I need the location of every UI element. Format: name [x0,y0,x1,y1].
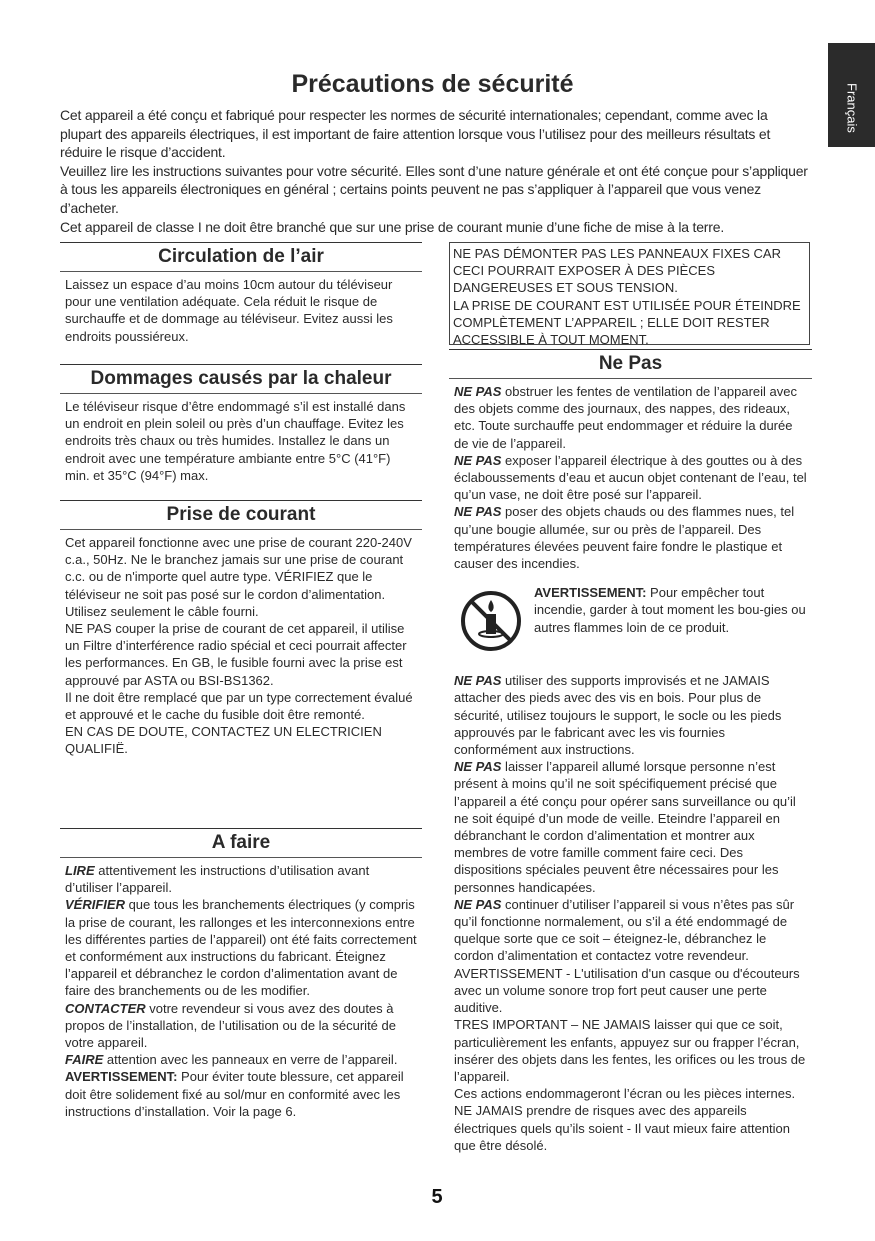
section-heading: Prise de courant [60,500,422,530]
section-dont [449,349,812,1154]
section-heading: Circulation de l’air [60,242,422,272]
section-heading: Dommages causés par la chaleur [60,364,422,394]
dont-tail-text: TRES IMPORTANT – NE JAMAIS laisser qui que ce soit, particulièrement les enfants, appuyez sur ou frapper l’écran, insérer des objets dans les fentes, les orifices ou les trous de l’appareil. [454,1017,806,1084]
section-heat [60,364,422,484]
dont-keyword: NE PAS [454,384,502,399]
dont-item [454,383,808,452]
dont-text: obstruer les fentes de ventilation de l’appareil avec des objets comme des journaux, des nappes, des rideaux, etc. Toute surchauffe peut endommager et réduire la durée de vie de l’appareil. [454,384,798,451]
dont-text: continuer d’utiliser l’appareil si vous n’êtes pas sûr qu’il fonctionne normalement, ou s’il a été endommagé de quelque sorte que ce soit – éteignez-le, débranchez le cordon d’alimentation et contactez votre revendeur. [454,896,795,964]
fire-warning [454,584,808,652]
warning-box-text: LA PRISE DE COURANT EST UTILISÉE POUR ÉTEINDRE COMPLÈTEMENT L’APPAREIL ; ELLE DOIT RESTER ACCESSIBLE À TOUT MOMENT. [453,297,801,348]
dont-keyword: NE PAS [454,896,502,912]
dont-item [454,503,808,572]
dont-item [454,672,808,758]
language-tab [828,43,875,147]
dont-text: utiliser des supports improvisés et ne JAMAIS attacher des pieds avec des vis en bois. Pour plus de sécurité, utilisez toujours le support, le socle ou les pieds approuvés par le fabricant avec les vis fournies conformément aux instructions. [454,673,782,758]
section-air [60,242,422,345]
dont-tail-text: NE JAMAIS prendre de risques avec des appareils électriques quels qu’ils soient - Il vaut mieux faire attention que être désolé. [454,1103,791,1153]
dont-keyword: NE PAS [454,504,502,520]
fire-warning-text [534,584,808,636]
section-todo [60,828,422,1120]
language-tab-label: Français [844,83,860,133]
dont-keyword: NE PAS [454,759,502,775]
dont-item [454,452,808,504]
todo-keyword: AVERTISSEMENT: [65,1069,178,1085]
todo-item [65,1068,418,1120]
dont-item [454,896,808,965]
section-text: NE PAS couper la prise de courant de cet appareil, il utilise un Filtre d’interférence radio spécial et ceci pourrait affecter les performances. En GB, le fusible fourni avec la prise est approuvé par ASTA ou BSI-BS1362. [65,621,407,688]
todo-keyword: CONTACTER [65,1000,146,1016]
todo-keyword: FAIRE [65,1052,104,1068]
todo-text: votre revendeur si vous avez des doutes à propos de l’installation, de l’utilisation ou de la sécurité de votre appareil. [65,1000,396,1051]
fire-warning-body: Pour empêcher tout incendie, garder à tout moment les bou-gies ou autres flammes loin de ce produit. [534,585,806,635]
intro [60,106,810,236]
warning-box [449,242,810,348]
page-title: Précautions de sécurité [291,70,574,98]
todo-keyword: LIRE [65,863,95,878]
section-body [60,394,422,484]
todo-text: que tous les branchements électriques (y compris la prise de courant, les rallonges et les interconnexions entre les différentes parties de l’appareil) ont été faits correctement et conformément aux instructions du fabricant. Éteignez l’appareil et débranchez le cordon d’alimentation avant de faire des branchements ou de les modifier. [65,897,417,999]
dont-tail-text: Ces actions endommageront l’écran ou les pièces internes. [454,1086,796,1102]
dont-tail-text: AVERTISSEMENT - L'utilisation d'un casque ou d'écouteurs avec un volume sonore trop fort peut causer une perte auditive. [454,965,800,1016]
todo-item [65,1051,418,1068]
todo-item [65,1000,418,1052]
fire-warning-key: AVERTISSEMENT: [534,585,647,601]
section-text: Il ne doit être remplacé que par un type correctement évalué et approuvé et le cache du fusible doit être remonté. [65,689,413,723]
section-body [449,378,812,1154]
section-heading: A faire [60,828,422,858]
section-heading: Ne Pas [449,349,812,378]
todo-text: attentivement les instructions d’utilisation avant d’utiliser l’appareil. [65,863,370,896]
intro-paragraph: Cet appareil de classe I ne doit être branché que sur une prise de courant munie d’une fiche de mise à la terre. [60,218,725,235]
dont-text: exposer l’appareil électrique à des gouttes ou à des éclaboussements d’eau et aucun objet contenant de l’eau, tel qu’un vase, ne doit être posé sur l’appareil. [454,452,807,503]
dont-keyword: NE PAS [454,673,502,689]
no-candle-icon [460,590,522,652]
section-power [60,500,422,758]
section-text: EN CAS DE DOUTE, CONTACTEZ UN ELECTRICIEN QUALIFIË. [65,724,382,757]
dont-keyword: NE PAS [454,452,502,468]
section-body [60,272,422,345]
dont-text: poser des objets chauds ou des flammes nues, tel qu’une bougie allumée, sur ou près de l’appareil. Des températures élevées peuvent faire fondre le plastique et causer des incendies. [454,504,795,572]
warning-box-text: NE PAS DÉMONTER PAS LES PANNEAUX FIXES CAR CECI POURRAIT EXPOSER À DES PIÈCES DANGEREUSES ET SOUS TENSION. [453,246,781,296]
section-text: Cet appareil fonctionne avec une prise de courant 220-240V c.a., 50Hz. Ne le branchez jamais sur une prise de courant c.c. ou de n'importe quel autre type. VÉRIFIEZ que le téléviseur ne soit pas posé sur le cordon d’alimentation. Utilisez seulement le câble fourni. [65,535,412,619]
todo-item [65,896,418,999]
section-text: Laissez un espace d’au moins 10cm autour du téléviseur pour une ventilation adéquate. Cela réduit le risque de surchauffe et de dommage au téléviseur. Evitez aussi les endroits poussiéreux. [65,277,393,344]
todo-text: attention avec les panneaux en verre de l’appareil. [103,1052,398,1068]
intro-paragraph: Veuillez lire les instructions suivantes pour votre sécurité. Elles sont d’une nature générale et ont été conçue pour s’appliquer à tous les appareils électroniques en général ; certains points peuvent ne pas s’appliquer à l’appareil que vous venez d’acheter. [60,162,808,216]
section-body [60,530,422,758]
dont-item [454,758,808,896]
page-number: 5 [431,1186,443,1208]
section-text: Le téléviseur risque d’être endommagé s’il est installé dans un endroit en plein soleil ou près d’un chauffage. Evitez les endroits très chaux ou très humides. Installez le dans un endroit avec une température ambiante entre 5°C (41°F) min. et 35°C (94°F) max. [65,399,406,483]
dont-text: laisser l’appareil allumé lorsque personne n’est présent à moins qu’il ne soit spécifiquement précisé que l’appareil a été conçu pour opérer sans surveillance ou qu’il ne soit équipé d’un mode de veille. Eteindre l’appareil en débranchant le cordon d’alimentation et montrer aux membres de votre famille comment faire ceci. Des dispositions spéciales peuvent être nécessaires pour les personnes handicapées. [454,759,796,895]
intro-paragraph: Cet appareil a été conçu et fabriqué pour respecter les normes de sécurité internationales; cependant, comme avec la plupart des appareils électriques, il est important de faire attention lorsque vous l’utilisez pour des meilleurs résultats et réduire le risque d’accident. [60,107,771,161]
todo-keyword: VÉRIFIER [65,897,125,913]
todo-text: Pour éviter toute blessure, cet appareil doit être solidement fixé au sol/mur en conformité avec les instructions d’installation. Voir la page 6. [65,1069,404,1119]
todo-item [65,862,418,896]
section-body [60,858,422,1120]
